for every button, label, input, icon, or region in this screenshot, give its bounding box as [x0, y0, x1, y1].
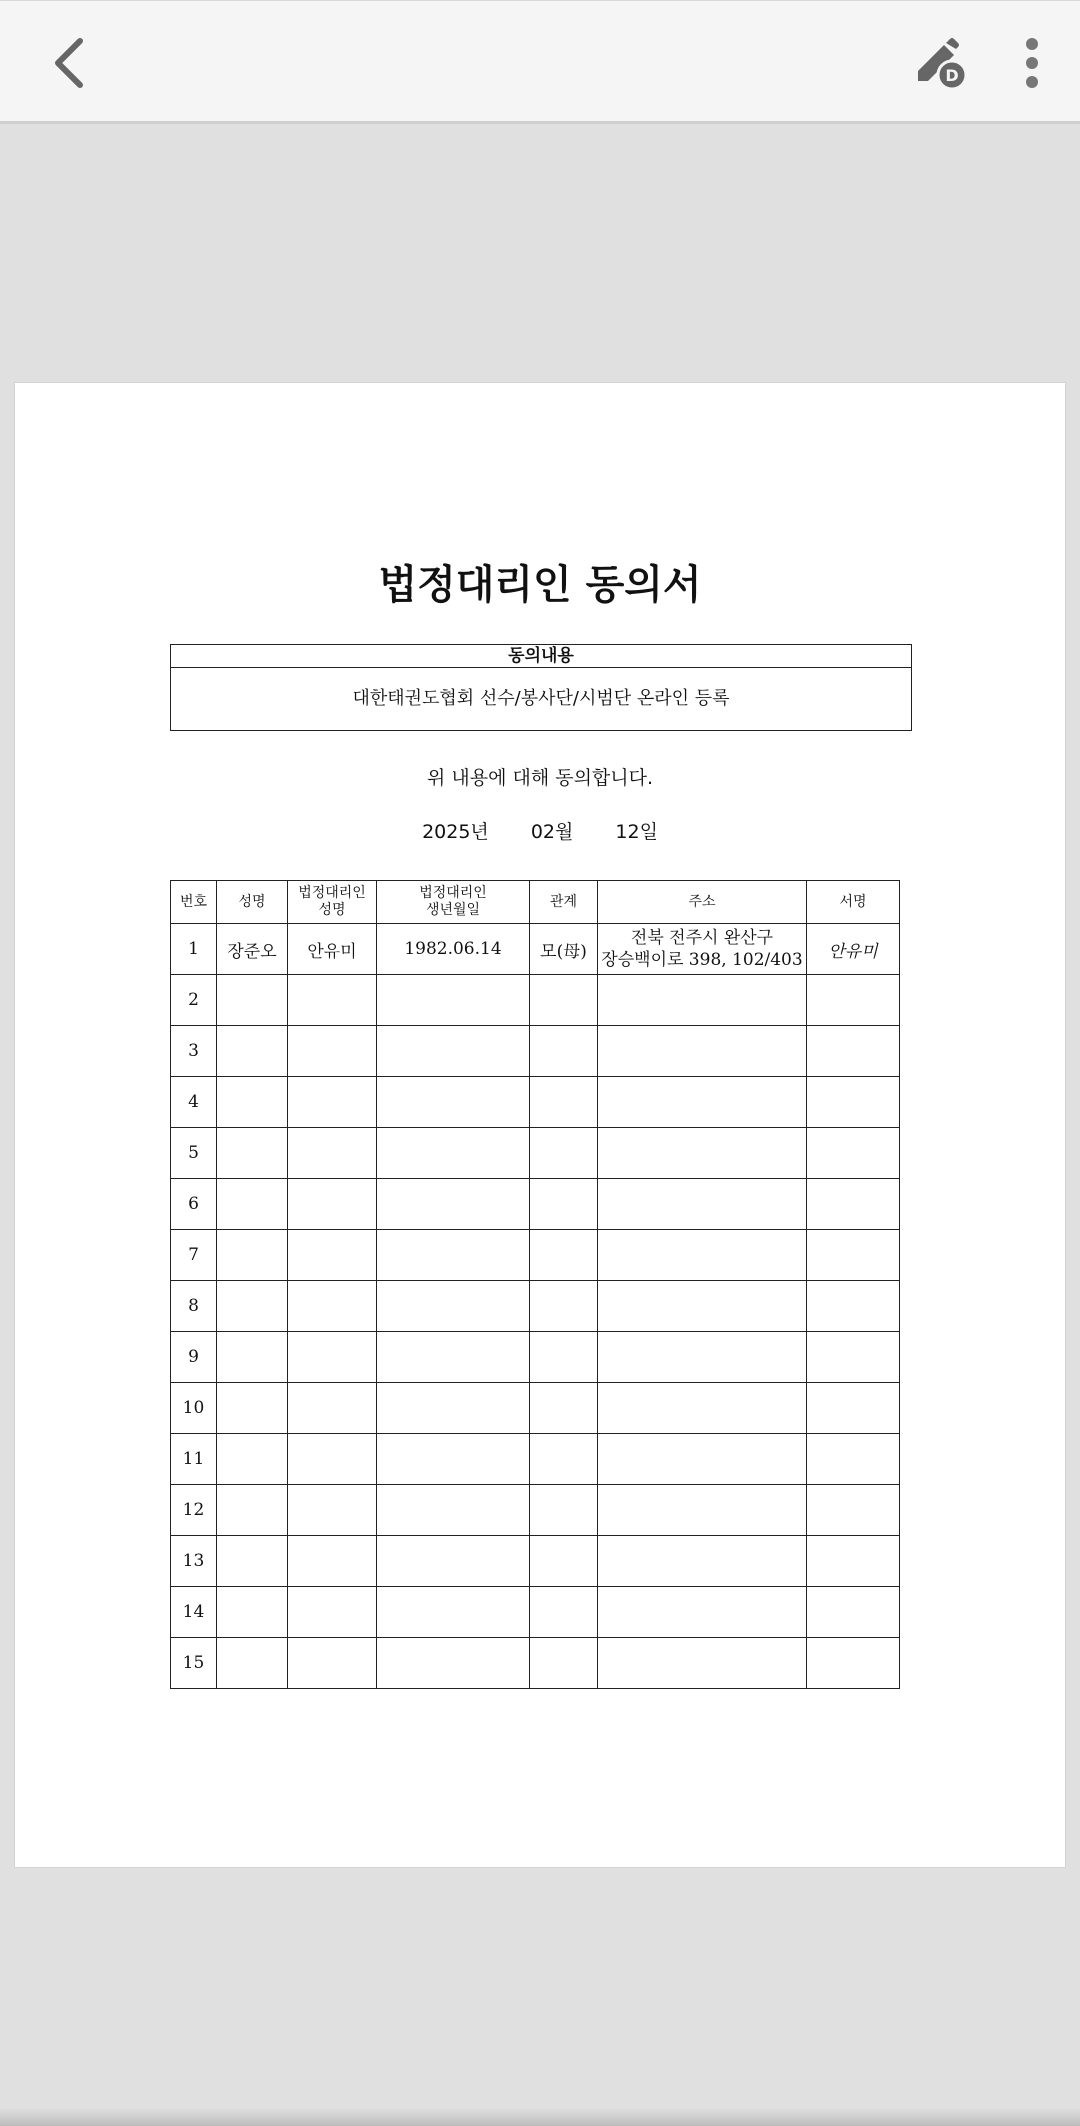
- row-name: [217, 1536, 288, 1587]
- row-guardian-birth: [377, 1077, 530, 1128]
- row-address: [598, 1077, 807, 1128]
- row-relation: [530, 1485, 598, 1536]
- row-name: [217, 1128, 288, 1179]
- row-name: [217, 1281, 288, 1332]
- row-signature: [807, 1179, 900, 1230]
- row-name: [217, 975, 288, 1026]
- table-row: [171, 975, 900, 1026]
- row-relation: [530, 1230, 598, 1281]
- row-name: [217, 1434, 288, 1485]
- row-signature: [807, 1230, 900, 1281]
- row-address: [598, 1332, 807, 1383]
- row-signature: [807, 1026, 900, 1077]
- consent-body: 대한태권도협회 선수/봉사단/시범단 온라인 등록: [352, 688, 730, 709]
- row-guardian-name: [288, 1638, 377, 1689]
- row-signature: [807, 1383, 900, 1434]
- consent-box: [170, 644, 912, 731]
- consent-header: 동의내용: [171, 645, 911, 668]
- row-signature: [807, 1128, 900, 1179]
- row-signature: [807, 1536, 900, 1587]
- date-day: 12일: [615, 821, 658, 843]
- pen-sign-icon: [908, 31, 972, 95]
- row-number: 8: [171, 1281, 217, 1332]
- row-signature: 안유미: [807, 924, 900, 975]
- row-address: [598, 1026, 807, 1077]
- row-relation: [530, 1179, 598, 1230]
- row-signature: [807, 975, 900, 1026]
- bottom-shadow: [0, 2108, 1080, 2126]
- more-vertical-icon: [1000, 31, 1064, 95]
- row-address: [598, 924, 807, 975]
- row-guardian-name: [288, 1434, 377, 1485]
- row-signature: [807, 1434, 900, 1485]
- row-name: [217, 1587, 288, 1638]
- row-relation: [530, 1638, 598, 1689]
- row-signature: [807, 1281, 900, 1332]
- row-relation: [530, 1383, 598, 1434]
- table-row: [171, 1485, 900, 1536]
- table-row: [171, 1077, 900, 1128]
- header-guardian-name-line1: 법정대리인: [298, 885, 366, 901]
- row-number: 11: [171, 1434, 217, 1485]
- row-number: 1: [171, 924, 217, 975]
- row-name: [217, 1230, 288, 1281]
- row-address: [598, 1638, 807, 1689]
- table-row: [171, 1179, 900, 1230]
- table-header-row: [171, 881, 900, 924]
- table-row: [171, 1638, 900, 1689]
- table-row: [171, 1230, 900, 1281]
- row-number: 9: [171, 1332, 217, 1383]
- guardian-table: [170, 880, 900, 1689]
- row-relation: [530, 975, 598, 1026]
- date-month: 02월: [530, 821, 574, 843]
- row-name: [217, 1485, 288, 1536]
- row-guardian-birth: [377, 1434, 530, 1485]
- row-relation: [530, 1281, 598, 1332]
- row-guardian-name: [288, 1026, 377, 1077]
- row-guardian-birth: [377, 1332, 530, 1383]
- row-number: 6: [171, 1179, 217, 1230]
- document-title: 법정대리인 동의서: [378, 561, 702, 608]
- row-number: 14: [171, 1587, 217, 1638]
- table-row: [171, 924, 900, 975]
- header-guardian-name-line2: 성명: [318, 902, 346, 918]
- row-relation: [530, 1026, 598, 1077]
- row-guardian-birth: [377, 1587, 530, 1638]
- table-row: [171, 1434, 900, 1485]
- row-guardian-birth: [377, 1026, 530, 1077]
- consent-date: [15, 817, 1065, 844]
- row-relation: [530, 1077, 598, 1128]
- row-guardian-birth: 1982.06.14: [377, 924, 530, 975]
- app-toolbar: [0, 0, 1080, 124]
- row-address: [598, 975, 807, 1026]
- row-name: [217, 1638, 288, 1689]
- row-guardian-name: [288, 1281, 377, 1332]
- row-name: [217, 1383, 288, 1434]
- more-options-button[interactable]: [1000, 31, 1064, 95]
- row-number: 5: [171, 1128, 217, 1179]
- header-guardian-birth-line2: 생년월일: [425, 902, 481, 918]
- row-number: 15: [171, 1638, 217, 1689]
- header-address: 주소: [598, 881, 807, 924]
- row-number: 13: [171, 1536, 217, 1587]
- row-guardian-name: [288, 1179, 377, 1230]
- row-address: [598, 1536, 807, 1587]
- row-guardian-name: [288, 1587, 377, 1638]
- row-relation: [530, 1434, 598, 1485]
- row-guardian-birth: [377, 1230, 530, 1281]
- row-name: [217, 1332, 288, 1383]
- row-guardian-name: [288, 1128, 377, 1179]
- row-guardian-name: [288, 1536, 377, 1587]
- header-guardian-birth: [377, 881, 530, 924]
- row-relation: [530, 1587, 598, 1638]
- header-guardian-birth-line1: 법정대리인: [419, 885, 487, 901]
- row-number: 12: [171, 1485, 217, 1536]
- row-address: [598, 1434, 807, 1485]
- row-address: [598, 1179, 807, 1230]
- header-signature: 서명: [807, 881, 900, 924]
- row-signature: [807, 1332, 900, 1383]
- agree-statement: 위 내용에 대해 동의합니다.: [426, 767, 654, 789]
- table-row: [171, 1026, 900, 1077]
- row-signature: [807, 1638, 900, 1689]
- row-address: [598, 1485, 807, 1536]
- chevron-left-icon: [40, 31, 104, 95]
- row-relation: 모(母): [530, 924, 598, 975]
- row-guardian-birth: [377, 1638, 530, 1689]
- date-year: 2025년: [422, 821, 489, 843]
- row-name: [217, 1077, 288, 1128]
- header-no: 번호: [171, 881, 217, 924]
- sign-badge-text: D: [945, 66, 959, 85]
- row-address: [598, 1128, 807, 1179]
- row-address: [598, 1281, 807, 1332]
- row-guardian-birth: [377, 1179, 530, 1230]
- row-number: 2: [171, 975, 217, 1026]
- row-name: [217, 1026, 288, 1077]
- row-guardian-birth: [377, 1128, 530, 1179]
- row-guardian-birth: [377, 1281, 530, 1332]
- row-address: [598, 1230, 807, 1281]
- row-signature: [807, 1485, 900, 1536]
- row-name: [217, 1179, 288, 1230]
- row-name: 장준오: [217, 924, 288, 975]
- header-relation: 관계: [530, 881, 598, 924]
- row-relation: [530, 1536, 598, 1587]
- table-row: [171, 1128, 900, 1179]
- row-address: [598, 1383, 807, 1434]
- table-row: [171, 1332, 900, 1383]
- table-row: [171, 1383, 900, 1434]
- row-guardian-name: [288, 1383, 377, 1434]
- row-guardian-birth: [377, 1536, 530, 1587]
- row-address-line1: 전북 전주시 완산구: [630, 928, 774, 948]
- row-address-line2: 장승백이로 398, 102/403: [601, 950, 803, 970]
- header-guardian-name: [288, 881, 377, 924]
- row-guardian-name: 안유미: [288, 924, 377, 975]
- row-guardian-name: [288, 1077, 377, 1128]
- row-guardian-birth: [377, 1383, 530, 1434]
- header-name: 성명: [217, 881, 288, 924]
- row-guardian-name: [288, 1332, 377, 1383]
- row-number: 3: [171, 1026, 217, 1077]
- row-signature: [807, 1587, 900, 1638]
- row-relation: [530, 1332, 598, 1383]
- sign-button[interactable]: [908, 31, 972, 95]
- table-row: [171, 1587, 900, 1638]
- row-guardian-birth: [377, 975, 530, 1026]
- row-signature: [807, 1077, 900, 1128]
- row-number: 10: [171, 1383, 217, 1434]
- row-guardian-birth: [377, 1485, 530, 1536]
- row-guardian-name: [288, 1485, 377, 1536]
- row-relation: [530, 1128, 598, 1179]
- row-guardian-name: [288, 975, 377, 1026]
- row-address: [598, 1587, 807, 1638]
- row-number: 4: [171, 1077, 217, 1128]
- row-number: 7: [171, 1230, 217, 1281]
- table-row: [171, 1536, 900, 1587]
- back-button[interactable]: [40, 31, 104, 95]
- table-row: [171, 1281, 900, 1332]
- row-guardian-name: [288, 1230, 377, 1281]
- document-page: [14, 382, 1066, 1868]
